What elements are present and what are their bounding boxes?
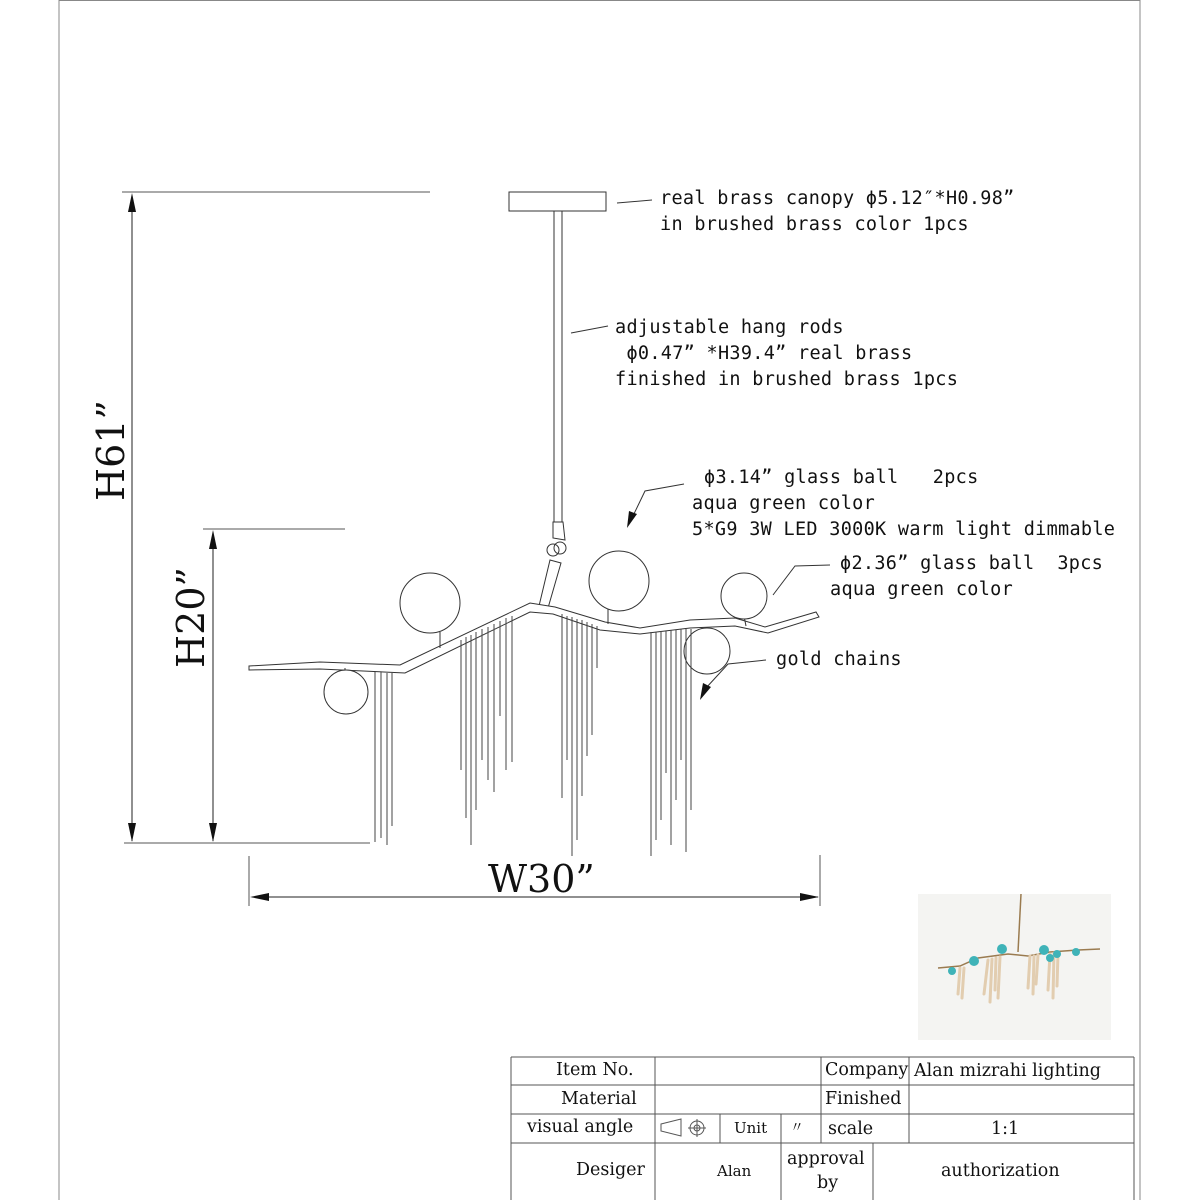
drop-rod bbox=[539, 560, 561, 608]
product-photo bbox=[918, 894, 1111, 1040]
rod-note-line-1: adjustable hang rods bbox=[615, 317, 844, 338]
drop-dimension-label: H20” bbox=[169, 567, 213, 668]
approval-label-line-1: approval bbox=[787, 1149, 865, 1169]
gold-chains bbox=[375, 614, 691, 856]
approval-label-line-2: by bbox=[817, 1173, 839, 1193]
glass-ball-large-2 bbox=[589, 551, 649, 611]
company-label: Company bbox=[825, 1060, 909, 1080]
width-dimension-label: W30” bbox=[488, 857, 595, 901]
large-ball-note-line-2: aqua green color bbox=[692, 493, 876, 514]
canopy-note-line-2: in brushed brass color 1pcs bbox=[660, 214, 969, 235]
small-ball-note-line-2: aqua green color bbox=[830, 579, 1014, 600]
scale-value: 1:1 bbox=[991, 1119, 1020, 1139]
small-ball-note-line-1: ϕ2.36” glass ball 3pcs bbox=[840, 553, 1104, 574]
canopy-note-line-1: real brass canopy ϕ5.12″*H0.98” bbox=[660, 188, 1015, 209]
company-value: Alan mizrahi lighting bbox=[914, 1061, 1101, 1081]
scale-label: scale bbox=[828, 1119, 874, 1139]
material-label: Material bbox=[561, 1089, 637, 1109]
photo-rod bbox=[1018, 894, 1021, 952]
product-photo-image bbox=[918, 894, 1111, 1040]
dimension-arrows bbox=[128, 193, 819, 901]
small-ball-leader bbox=[773, 565, 830, 595]
canopy bbox=[509, 192, 606, 211]
canopy-leader bbox=[617, 200, 652, 203]
chains-note: gold chains bbox=[776, 649, 902, 670]
rod-note-line-3: finished in brushed brass 1pcs bbox=[615, 369, 959, 390]
rod-leader bbox=[571, 326, 608, 333]
large-ball-leader bbox=[632, 484, 684, 518]
leader-lines bbox=[571, 200, 830, 688]
unit-label: Unit bbox=[734, 1119, 768, 1137]
height-dimension-label: H61” bbox=[89, 400, 133, 501]
large-ball-note-line-1: ϕ3.14” glass ball 2pcs bbox=[704, 467, 979, 488]
glass-ball-small-2 bbox=[721, 573, 767, 619]
unit-value: 〃 bbox=[790, 1120, 804, 1136]
item-no-label: Item No. bbox=[556, 1060, 634, 1080]
ring-loop-2 bbox=[554, 542, 566, 554]
finished-label: Finished bbox=[825, 1089, 902, 1109]
rod-note-line-2: ϕ0.47” *H39.4” real brass bbox=[615, 343, 913, 364]
large-ball-note-line-3: 5*G9 3W LED 3000K warm light dimmable bbox=[692, 519, 1116, 540]
designer-value: Alan bbox=[717, 1162, 752, 1180]
visual-angle-label: visual angle bbox=[527, 1117, 634, 1137]
rod-joint bbox=[553, 522, 565, 540]
projection-symbol bbox=[661, 1119, 706, 1137]
authorization-label: authorization bbox=[941, 1161, 1060, 1181]
glass-ball-large-1 bbox=[400, 573, 460, 633]
ring-loop-1 bbox=[547, 544, 559, 556]
photo-glass-balls bbox=[948, 944, 1080, 975]
glass-ball-small-1 bbox=[324, 670, 368, 714]
designer-label: Desiger bbox=[576, 1160, 645, 1180]
